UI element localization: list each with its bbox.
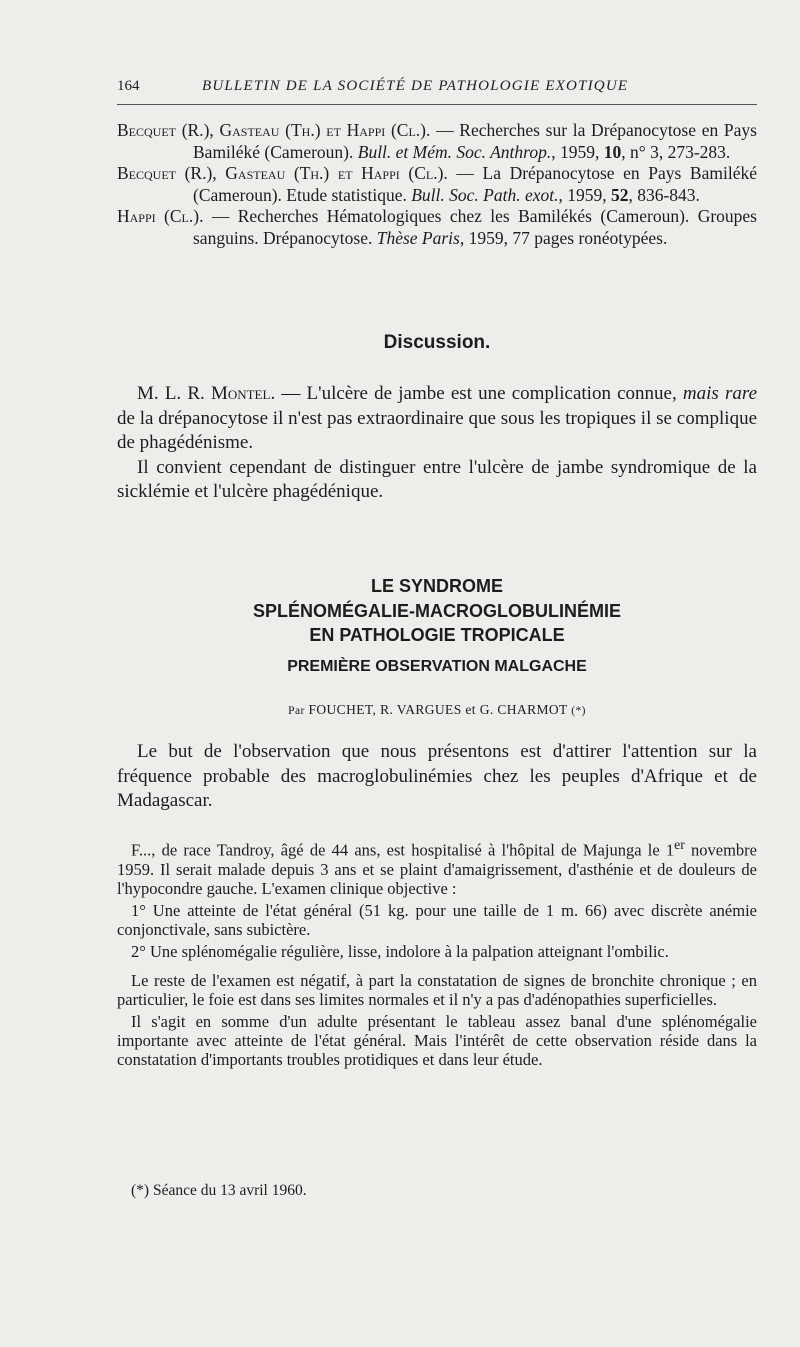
case-paragraph: 2° Une splénomégalie régulière, lisse, indolore à la palpation atteignant l'ombilic. xyxy=(131,941,669,961)
case-report xyxy=(117,835,757,1072)
footnote: (*) Séance du 13 avril 1960. xyxy=(131,1182,307,1199)
reference-item: Happi (Cl.). — Recherches Hématologiques chez les Bamilékés (Cameroun). Groupes sanguins. Drépanocytose. Thèse Paris, 1959, 77 pages ronéotypées. xyxy=(117,206,757,248)
case-paragraph: Il s'agit en somme d'un adulte présentant le tableau assez banal d'une splénomégalie importante avec atteinte de l'état général. Mais l'intérêt de cette observation réside dans la constatation d'importants troubles protidiques et dans leur étude. xyxy=(117,1011,757,1069)
reference-item: Becquet (R.), Gasteau (Th.) et Happi (Cl.). — Recherches sur la Drépanocytose en Pays Bamiléké (Cameroun). Bull. et Mém. Soc. Anthrop., 1959, 10, n° 3, 273-283. xyxy=(117,120,757,162)
discussion-paragraph: Il convient cependant de distinguer entre l'ulcère de jambe syndromique de la sicklémie et l'ulcère phagédénique. xyxy=(117,456,757,502)
case-paragraph: Le reste de l'examen est négatif, à part la constatation de signes de bronchite chronique ; en particulier, le foie est dans ses limites normales et il n'y a pas d'adénopathies superficielles. xyxy=(117,970,757,1009)
page-number: 164 xyxy=(117,78,140,94)
running-title: BULLETIN DE LA SOCIÉTÉ DE PATHOLOGIE EXOTIQUE xyxy=(202,78,629,94)
discussion-paragraph: M. L. R. Montel. — L'ulcère de jambe est une complication connue, mais rare de la drépanocytose il n'est pas extraordinaire que sous les tropiques il se complique de phagédénisme. xyxy=(117,383,758,453)
article-title: LE SYNDROME SPLÉNOMÉGALIE-MACROGLOBULINÉMIE EN PATHOLOGIE TROPICALE xyxy=(253,576,621,645)
article-intro: Le but de l'observation que nous présentons est d'attirer l'attention sur la fréquence probable des macroglobulinémies chez les peuples d'Afrique et de Madagascar. xyxy=(117,741,757,811)
article-subtitle: PREMIÈRE OBSERVATION MALGACHE xyxy=(287,658,587,675)
case-paragraph: 1° Une atteinte de l'état général (51 kg. pour une taille de 1 m. 66) avec discrète anémie conjonctivale, sans subictère. xyxy=(117,900,757,939)
case-paragraph: F..., de race Tandroy, âgé de 44 ans, est hospitalisé à l'hôpital de Majunga le 1er novembre 1959. Il serait malade depuis 3 ans et se plaint d'amaigrissement, d'asthénie et de douleurs de l'hypocondre gauche. L'examen clinique objective : xyxy=(117,837,757,898)
discussion-body xyxy=(117,382,757,505)
reference-item: Becquet (R.), Gasteau (Th.) et Happi (Cl.). — La Drépanocytose en Pays Bamiléké (Cameroun). Etude statistique. Bull. Soc. Path. exot., 1959, 52, 836-843. xyxy=(117,163,757,205)
header-rule xyxy=(117,104,757,105)
article-authors: Par FOUCHET, R. VARGUES et G. CHARMOT (*) xyxy=(288,702,586,717)
discussion-heading: Discussion. xyxy=(383,332,491,353)
reference-list xyxy=(117,120,757,249)
